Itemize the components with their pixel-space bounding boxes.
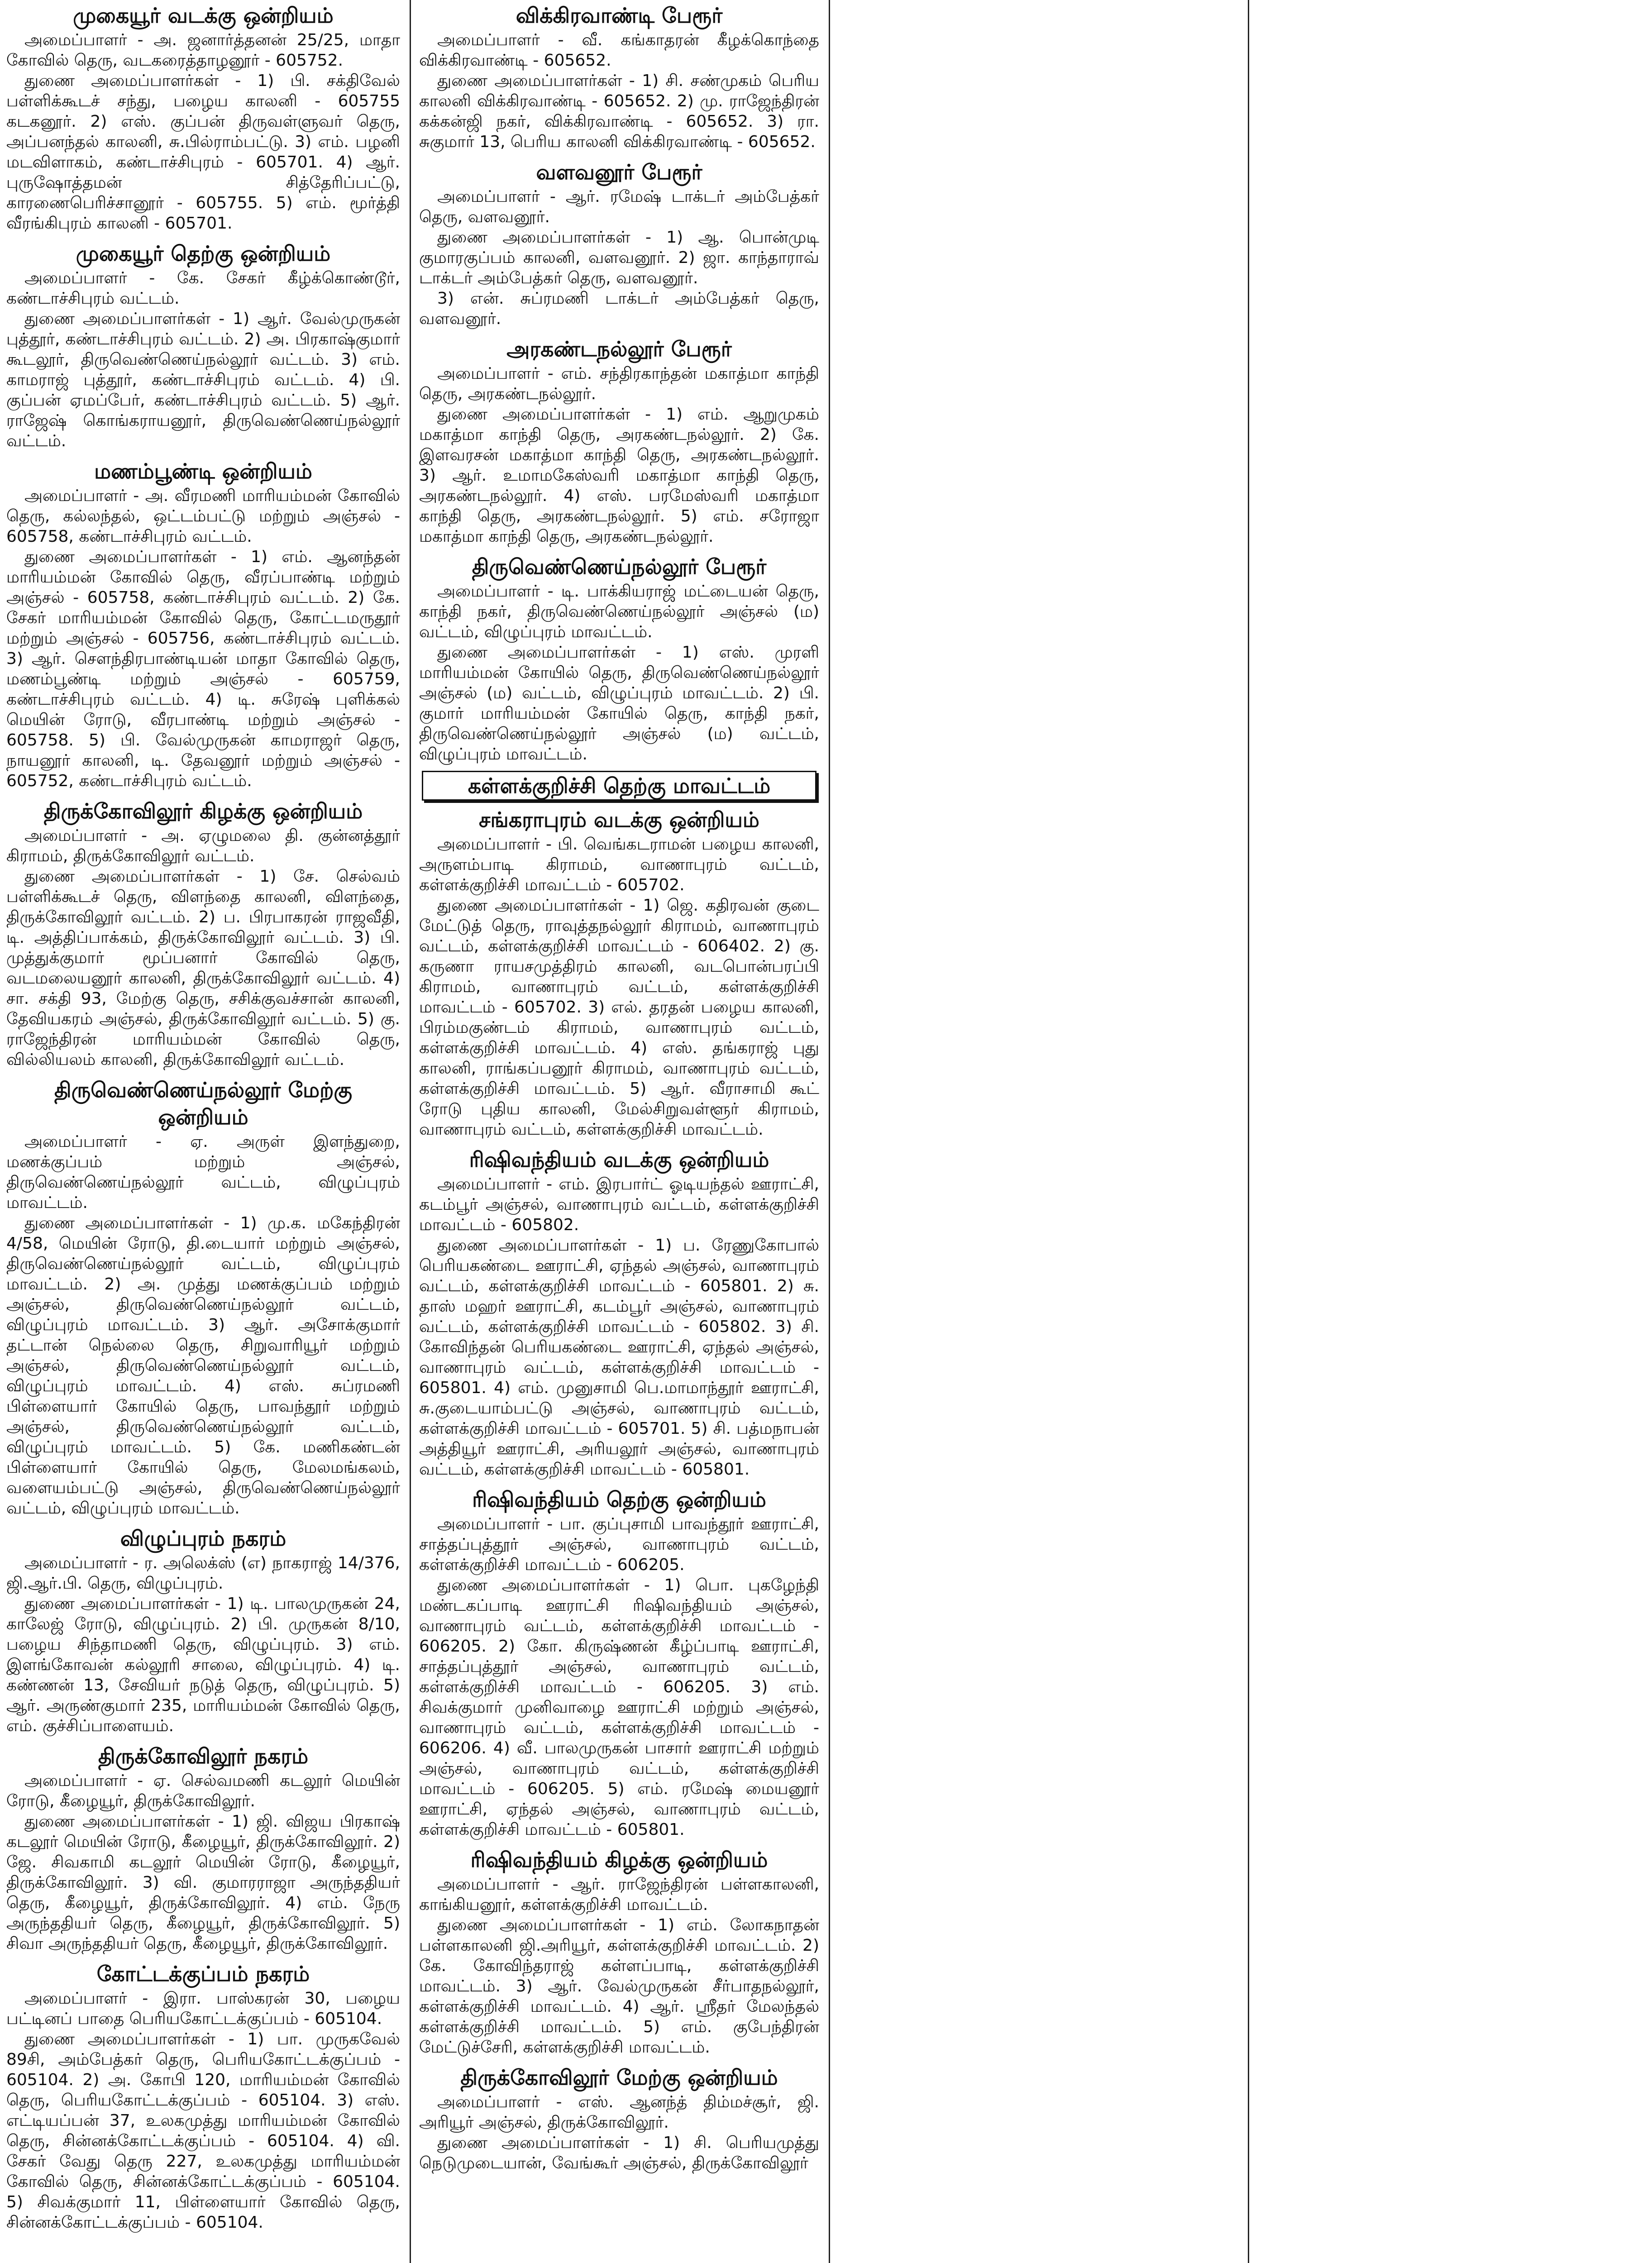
section: [419, 1146, 819, 1480]
section-paragraph: அமைப்பாளர் - அ. ஏழுமலை தி. குன்னத்தூர் கிராமம், திருக்கோவிலூர் வட்டம்.: [6, 826, 400, 865]
section: [419, 1846, 819, 2058]
column-divider: [829, 0, 830, 2263]
section: [6, 797, 400, 1070]
section: [419, 553, 819, 764]
column-divider: [410, 0, 411, 2263]
section-paragraph: அமைப்பாளர் - வீ. கங்காதரன் கீழக்கொந்தை விக்கிரவாண்டி - 605652.: [419, 31, 819, 70]
section-paragraph: அமைப்பாளர் - பி. வெங்கடராமன் பழைய காலனி, அருளம்பாடி கிராமம், வாணாபுரம் வட்டம், கள்ளக்குறிச்சி மாவட்டம் - 605702.: [419, 835, 819, 894]
section-paragraph: அமைப்பாளர் - ர. அலெக்ஸ் (எ) நாகராஜ் 14/376, ஜி.ஆர்.பி. தெரு, விழுப்புரம்.: [6, 1554, 400, 1593]
section-paragraph: துணை அமைப்பாளர்கள் - 1) ஜெ. கதிரவன் குடை மேட்டுத் தெரு, ராவுத்தநல்லூர் கிராமம், வாணாபுரம் வட்டம், கள்ளக்குறிச்சி மாவட்டம் - 606402. 2) கு. கருணா ராயசமுத்திரம் காலனி, வடபொன்பரப்பி கிராமம், வாணாபுரம் வட்டம், கள்ளக்குறிச்சி மாவட்டம் - 605702. 3) எல். தரதன் பழைய காலனி, பிரம்மகுண்டம் கிராமம், வாணாபுரம் வட்டம், கள்ளக்குறிச்சி மாவட்டம். 4) எஸ். தங்கராஜ் புது காலனி, ராங்கப்பனூர் கிராமம், வாணாபுரம் வட்டம், கள்ளக்குறிச்சி மாவட்டம். 5) ஆர். வீராசாமி கூட் ரோடு புதிய காலனி, மேல்சிறுவள்ளூர் கிராமம், வாணாபுரம் வட்டம், கள்ளக்குறிச்சி மாவட்டம்.: [419, 896, 819, 1139]
section-paragraph: துணை அமைப்பாளர்கள் - 1) ஆ. பொன்முடி குமாரகுப்பம் காலனி, வளவனூர். 2) ஜா. காந்தாராவ் டாக்டர் அம்பேத்கர் தெரு, வளவனூர்.: [419, 228, 819, 287]
column-divider: [1248, 0, 1249, 2263]
section-paragraph: துணை அமைப்பாளர்கள் - 1) ஆர். வேல்முருகன் புத்தூர், கண்டாச்சிபுரம் வட்டம். 2) அ. பிரகாஷ்குமார் கூடலூர், திருவெண்ணெய்நல்லூர் வட்டம். 3) எம். காமராஜ் புத்தூர், கண்டாச்சிபுரம் வட்டம். 4) பி. குப்பன் ஏமப்பேர், கண்டாச்சிபுரம் வட்டம். 5) ஆர். ராஜேஷ் கொங்கராயனூர், திருவெண்ணெய்நல்லூர் வட்டம்.: [6, 310, 400, 450]
section: [419, 335, 819, 547]
column-4: [1251, 0, 1652, 2263]
section-paragraph: துணை அமைப்பாளர்கள் - 1) ப. ரேணுகோபால் பெரியகண்டை ஊராட்சி, ஏந்தல் அஞ்சல், வாணாபுரம் வட்டம், கள்ளக்குறிச்சி மாவட்டம் - 605801. 2) சு. தாஸ் மஹர் ஊராட்சி, கடம்பூர் அஞ்சல், வாணாபுரம் வட்டம், கள்ளக்குறிச்சி மாவட்டம் - 605802. 3) சி. கோவிந்தன் பெரியகண்டை ஊராட்சி, ஏந்தல் அஞ்சல், வாணாபுரம் வட்டம், கள்ளக்குறிச்சி மாவட்டம் - 605801. 4) எம். முனுசாமி பெ.மாமாந்தூர் ஊராட்சி, சு.குடையாம்பட்டு அஞ்சல், வாணாபுரம் வட்டம், கள்ளக்குறிச்சி மாவட்டம் - 605701. 5) சி. பத்மநாபன் அத்தியூர் ஊராட்சி, அரியலூர் அஞ்சல், வாணாபுரம் வட்டம், கள்ளக்குறிச்சி மாவட்டம் - 605801.: [419, 1236, 819, 1479]
section-paragraph: அமைப்பாளர் - ஆர். ரமேஷ் டாக்டர் அம்பேத்கர் தெரு, வளவனூர்.: [419, 187, 819, 226]
section-heading: அரகண்டநல்லூர் பேரூர்: [506, 337, 732, 361]
section: [419, 158, 819, 329]
section-paragraph: துணை அமைப்பாளர்கள் - 1) பி. சக்திவேல் பள்ளிக்கூடச் சந்து, பழைய காலனி - 605755 கடகனூர். 2) எஸ். குப்பன் திருவள்ளுவர் தெரு, அப்பனந்தல் காலனி, சு.பில்ராம்பட்டு. 3) எம். பழனி மடவிளாகம், கண்டாச்சிபுரம் - 605701. 4) ஆர். புருஷோத்தமன் சித்தேரிப்பட்டு, காரணைபெரிச்சானூர் - 605755. 5) எம். மூர்த்தி வீரங்கிபுரம் காலனி - 605701.: [6, 72, 400, 233]
section: [6, 458, 400, 791]
section: [419, 806, 819, 1140]
section-paragraph: துணை அமைப்பாளர்கள் - 1) சி. பெரியமுத்து நெடுமுடையான், வேங்கூர் அஞ்சல், திருக்கோவிலூர்: [419, 2134, 819, 2172]
section-heading: திருவெண்ணெய்நல்லூர் மேற்கு ஒன்றியம்: [54, 1078, 353, 1129]
section-heading: முகையூர் வடக்கு ஒன்றியம்: [73, 3, 334, 28]
section-paragraph: அமைப்பாளர் - எஸ். ஆனந்த் திம்மச்சூர், ஜி. அரியூர் அஞ்சல், திருக்கோவிலூர்.: [419, 2093, 819, 2132]
section-paragraph: அமைப்பாளர் - இரா. பாஸ்கரன் 30, பழைய பட்டினப் பாதை பெரியகோட்டக்குப்பம் - 605104.: [6, 1989, 400, 2028]
section: [6, 2, 400, 234]
section-paragraph: அமைப்பாளர் - எம். சந்திரகாந்தன் மகாத்மா காந்தி தெரு, அரகண்டநல்லூர்.: [419, 364, 819, 403]
section: [6, 1525, 400, 1736]
section-paragraph: துணை அமைப்பாளர்கள் - 1) எஸ். முரளி மாரியம்மன் கோயில் தெரு, திருவெண்ணெய்நல்லூர் அஞ்சல் (ம) வட்டம், விழுப்புரம் மாவட்டம். 2) பி. குமார் மாரியம்மன் கோயில் தெரு, காந்தி நகர், திருவெண்ணெய்நல்லூர் அஞ்சல் (ம) வட்டம், விழுப்புரம் மாவட்டம்.: [419, 643, 819, 764]
district-banner: கள்ளக்குறிச்சி தெற்கு மாவட்டம்: [422, 771, 816, 801]
section-paragraph: 3) என். சுப்ரமணி டாக்டர் அம்பேத்கர் தெரு, வளவனூர்.: [419, 289, 819, 328]
section-paragraph: அமைப்பாளர் - எம். இரபார்ட் ஓடியந்தல் ஊராட்சி, கடம்பூர் அஞ்சல், வாணாபுரம் வட்டம், கள்ளக்குறிச்சி மாவட்டம் - 605802.: [419, 1175, 819, 1234]
section-paragraph: துணை அமைப்பாளர்கள் - 1) டி. பாலமுருகன் 24, காலேஜ் ரோடு, விழுப்புரம். 2) பி. முருகன் 8/10, பழைய சிந்தாமணி தெரு, விழுப்புரம். 3) எம். இளங்கோவன் கல்லூரி சாலை, விழுப்புரம். 4) டி. கண்ணன் 13, சேவியர் நடுத் தெரு, விழுப்புரம். 5) ஆர். அருண்குமார் 235, மாரியம்மன் கோவில் தெரு, எம். குச்சிப்பாளையம்.: [6, 1595, 400, 1735]
section-paragraph: துணை அமைப்பாளர்கள் - 1) ஜி. விஜய பிரகாஷ் கடலூர் மெயின் ரோடு, கீழையூர், திருக்கோவிலூர். 2) ஜே. சிவகாமி கடலூர் மெயின் ரோடு, கீழையூர், திருக்கோவிலூர். 3) வி. குமாரராஜா அருந்ததியர் தெரு, கீழையூர், திருக்கோவிலூர். 4) எம். நேரு அருந்ததியர் தெரு, கீழையூர், திருக்கோவிலூர். 5) சிவா அருந்ததியர் தெரு, கீழையூர், திருக்கோவிலூர்.: [6, 1812, 400, 1953]
section-heading: கோட்டக்குப்பம் நகரம்: [96, 1962, 310, 1986]
column-1: [0, 0, 406, 2263]
section-paragraph: அமைப்பாளர் - ஏ. செல்வமணி கடலூர் மெயின் ரோடு, கீழையூர், திருக்கோவிலூர்.: [6, 1771, 400, 1810]
section-paragraph: துணை அமைப்பாளர்கள் - 1) எம். ஆறுமுகம் மகாத்மா காந்தி தெரு, அரகண்டநல்லூர். 2) கே. இளவரசன் மகாத்மா காந்தி தெரு, அரகண்டநல்லூர். 3) ஆர். உமாமகேஸ்வரி மகாத்மா காந்தி தெரு, அரகண்டநல்லூர். 4) எஸ். பரமேஸ்வரி மகாத்மா காந்தி தெரு, அரகண்டநல்லூர். 5) எம். சரோஜா மகாத்மா காந்தி தெரு, அரகண்டநல்லூர்.: [419, 405, 819, 546]
section-paragraph: அமைப்பாளர் - டி. பாக்கியராஜ் மட்டையன் தெரு, காந்தி நகர், திருவெண்ணெய்நல்லூர் அஞ்சல் (ம) வட்டம், விழுப்புரம் மாவட்டம்.: [419, 582, 819, 641]
section-paragraph: துணை அமைப்பாளர்கள் - 1) எம். ஆனந்தன் மாரியம்மன் கோவில் தெரு, வீரப்பாண்டி மற்றும் அஞ்சல் - 605758, கண்டாச்சிபுரம் வட்டம். 2) கே. சேகர் மாரியம்மன் கோவில் தெரு, கோட்டமருதூர் மற்றும் அஞ்சல் - 605756, கண்டாச்சிபுரம் வட்டம். 3) ஆர். சௌந்திரபாண்டியன் மாதா கோவில் தெரு, மணம்பூண்டி மற்றும் அஞ்சல் - 605759, கண்டாச்சிபுரம் வட்டம். 4) டி. சுரேஷ் புளிக்கல் மெயின் ரோடு, வீரபாண்டி மற்றும் அஞ்சல் - 605758. 5) பி. வேல்முருகன் காமராஜர் தெரு, நாயனூர் காலனி, டி. தேவனூர் மற்றும் அஞ்சல் - 605752, கண்டாச்சிபுரம் வட்டம்.: [6, 548, 400, 790]
section: [6, 1743, 400, 1954]
section-paragraph: அமைப்பாளர் - ஆர். ராஜேந்திரன் பள்ளகாலனி, காங்கியனூர், கள்ளக்குறிச்சி மாவட்டம்.: [419, 1875, 819, 1914]
section-heading: ரிஷிவந்தியம் வடக்கு ஒன்றியம்: [469, 1147, 769, 1172]
section-heading: விழுப்புரம் நகரம்: [120, 1526, 286, 1551]
section-heading: முகையூர் தெற்கு ஒன்றியம்: [76, 241, 331, 266]
section-paragraph: துணை அமைப்பாளர்கள் - 1) சி. சண்முகம் பெரிய காலனி விக்கிரவாண்டி - 605652. 2) மு. ராஜேந்திரன் கக்கன்ஜி நகர், விக்கிரவாண்டி - 605652. 3) ரா. சுகுமார் 13, பெரிய காலனி விக்கிரவாண்டி - 605652.: [419, 72, 819, 151]
section-heading: திருக்கோவிலூர் கிழக்கு ஒன்றியம்: [43, 799, 363, 823]
section-paragraph: துணை அமைப்பாளர்கள் - 1) எம். லோகநாதன் பள்ளகாலனி ஜி.அரியூர், கள்ளக்குறிச்சி மாவட்டம். 2) கே. கோவிந்தராஜ் கள்ளப்பாடி, கள்ளக்குறிச்சி மாவட்டம். 3) ஆர். வேல்முருகன் சீர்பாதநல்லூர், கள்ளக்குறிச்சி மாவட்டம். 4) ஆர். ஸ்ரீதர் மேலந்தல் கள்ளக்குறிச்சி மாவட்டம். 5) எம். குபேந்திரன் மேட்டுச்சேரி, கள்ளக்குறிச்சி மாவட்டம்.: [419, 1916, 819, 2057]
section-heading: ரிஷிவந்தியம் தெற்கு ஒன்றியம்: [472, 1487, 766, 1512]
section-heading: விக்கிரவாண்டி பேரூர்: [516, 3, 723, 28]
section-heading: சங்கராபுரம் வடக்கு ஒன்றியம்: [479, 807, 759, 832]
section-heading: மணம்பூண்டி ஒன்றியம்: [94, 459, 312, 483]
section-paragraph: துணை அமைப்பாளர்கள் - 1) மு.க. மகேந்திரன் 4/58, மெயின் ரோடு, தி.டையார் மற்றும் அஞ்சல், திருவெண்ணெய்நல்லூர் வட்டம், விழுப்புரம் மாவட்டம். 2) அ. முத்து மணக்குப்பம் மற்றும் அஞ்சல், திருவெண்ணெய்நல்லூர் வட்டம், விழுப்புரம் மாவட்டம். 3) ஆர். அசோக்குமார் தட்டான் நெல்லை தெரு, சிறுவாரியூர் மற்றும் அஞ்சல், திருவெண்ணெய்நல்லூர் வட்டம், விழுப்புரம் மாவட்டம். 4) எஸ். சுப்ரமணி பிள்ளையார் கோயில் தெரு, பாவந்தூர் மற்றும் அஞ்சல், திருவெண்ணெய்நல்லூர் வட்டம், விழுப்புரம் மாவட்டம். 5) கே. மணிகண்டன் பிள்ளையார் கோயில் தெரு, மேலமங்கலம், வளையம்பட்டு அஞ்சல், திருவெண்ணெய்நல்லூர் வட்டம், விழுப்புரம் மாவட்டம்.: [6, 1214, 400, 1518]
section: [419, 2, 819, 152]
section: [6, 1960, 400, 2233]
column-3: [832, 0, 1245, 2263]
section-paragraph: அமைப்பாளர் - அ. வீரமணி மாரியம்மன் கோவில் தெரு, கல்லந்தல், ஒட்டம்பட்டு மற்றும் அஞ்சல் - 605758, கண்டாச்சிபுரம் வட்டம்.: [6, 487, 400, 546]
section: [6, 1076, 400, 1518]
column-2: [413, 0, 826, 2263]
section: [419, 1486, 819, 1840]
section-paragraph: துணை அமைப்பாளர்கள் - 1) பொ. புகழேந்தி மண்டகப்பாடி ஊராட்சி ரிஷிவந்தியம் அஞ்சல், வாணாபுரம் வட்டம், கள்ளக்குறிச்சி மாவட்டம் - 606205. 2) கோ. கிருஷ்ணன் கீழ்ப்பாடி ஊராட்சி, சாத்தப்புத்தூர் அஞ்சல், வாணாபுரம் வட்டம், கள்ளக்குறிச்சி மாவட்டம் - 606205. 3) எம். சிவக்குமார் முனிவாழை ஊராட்சி மற்றும் அஞ்சல், வாணாபுரம் வட்டம், கள்ளக்குறிச்சி மாவட்டம் - 606206. 4) வீ. பாலமுருகன் பாசார் ஊராட்சி மற்றும் அஞ்சல், வாணாபுரம் வட்டம், கள்ளக்குறிச்சி மாவட்டம் - 606205. 5) எம். ரமேஷ் மையனூர் ஊராட்சி, ஏந்தல் அஞ்சல், வாணாபுரம் வட்டம், கள்ளக்குறிச்சி மாவட்டம் - 605801.: [419, 1576, 819, 1839]
section-heading: திருக்கோவிலூர் மேற்கு ஒன்றியம்: [460, 2065, 778, 2090]
section-heading: திருக்கோவிலூர் நகரம்: [98, 1744, 309, 1768]
section: [6, 240, 400, 451]
section-paragraph: அமைப்பாளர் - ஏ. அருள் இளந்துறை, மணக்குப்பம் மற்றும் அஞ்சல், திருவெண்ணெய்நல்லூர் வட்டம், விழுப்புரம் மாவட்டம்.: [6, 1132, 400, 1212]
section-heading: வளவனூர் பேரூர்: [536, 160, 702, 184]
section-paragraph: துணை அமைப்பாளர்கள் - 1) பா. முருகவேல் 89சி, அம்பேத்கர் தெரு, பெரியகோட்டக்குப்பம் - 605104. 2) அ. கோபி 120, மாரியம்மன் கோவில் தெரு, பெரியகோட்டக்குப்பம் - 605104. 3) எஸ். எட்டியப்பன் 37, உலகமுத்து மாரியம்மன் கோவில் தெரு, சின்னக்கோட்டக்குப்பம் - 605104. 4) வி. சேகர் வேது தெரு 227, உலகமுத்து மாரியம்மன் கோவில் தெரு, சின்னக்கோட்டக்குப்பம் - 605104. 5) சிவக்குமார் 11, பிள்ளையார் கோவில் தெரு, சின்னக்கோட்டக்குப்பம் - 605104.: [6, 2030, 400, 2232]
section: [419, 2064, 819, 2173]
section-heading: ரிஷிவந்தியம் கிழக்கு ஒன்றியம்: [470, 1848, 768, 1872]
section-paragraph: துணை அமைப்பாளர்கள் - 1) சே. செல்வம் பள்ளிக்கூடச் தெரு, விளந்தை காலனி, விளந்தை, திருக்கோவிலூர் வட்டம். 2) ப. பிரபாகரன் ராஜவீதி, டி. அத்திப்பாக்கம், திருக்கோவிலூர் வட்டம். 3) பி. முத்துக்குமார் மூப்பனார் கோவில் தெரு, வடமலையனூர் காலனி, திருக்கோவிலூர் வட்டம். 4) சா. சக்தி 93, மேற்கு தெரு, சசிக்குவச்சான் காலனி, தேவியகரம் அஞ்சல், திருக்கோவிலூர் வட்டம். 5) கு. ராஜேந்திரன் மாரியம்மன் கோவில் தெரு, வில்லியலம் காலனி, திருக்கோவிலூர் வட்டம்.: [6, 867, 400, 1069]
section-paragraph: அமைப்பாளர் - அ. ஜனார்த்தனன் 25/25, மாதா கோவில் தெரு, வடகரைத்தாழனூர் - 605752.: [6, 31, 400, 70]
section-paragraph: அமைப்பாளர் - பா. குப்புசாமி பாவந்தூர் ஊராட்சி, சாத்தப்புத்தூர் அஞ்சல், வாணாபுரம் வட்டம், கள்ளக்குறிச்சி மாவட்டம் - 606205.: [419, 1515, 819, 1574]
section-paragraph: அமைப்பாளர் - கே. சேகர் கீழ்க்கொண்டூர், கண்டாச்சிபுரம் வட்டம்.: [6, 269, 400, 308]
section-heading: திருவெண்ணெய்நல்லூர் பேரூர்: [472, 554, 767, 579]
